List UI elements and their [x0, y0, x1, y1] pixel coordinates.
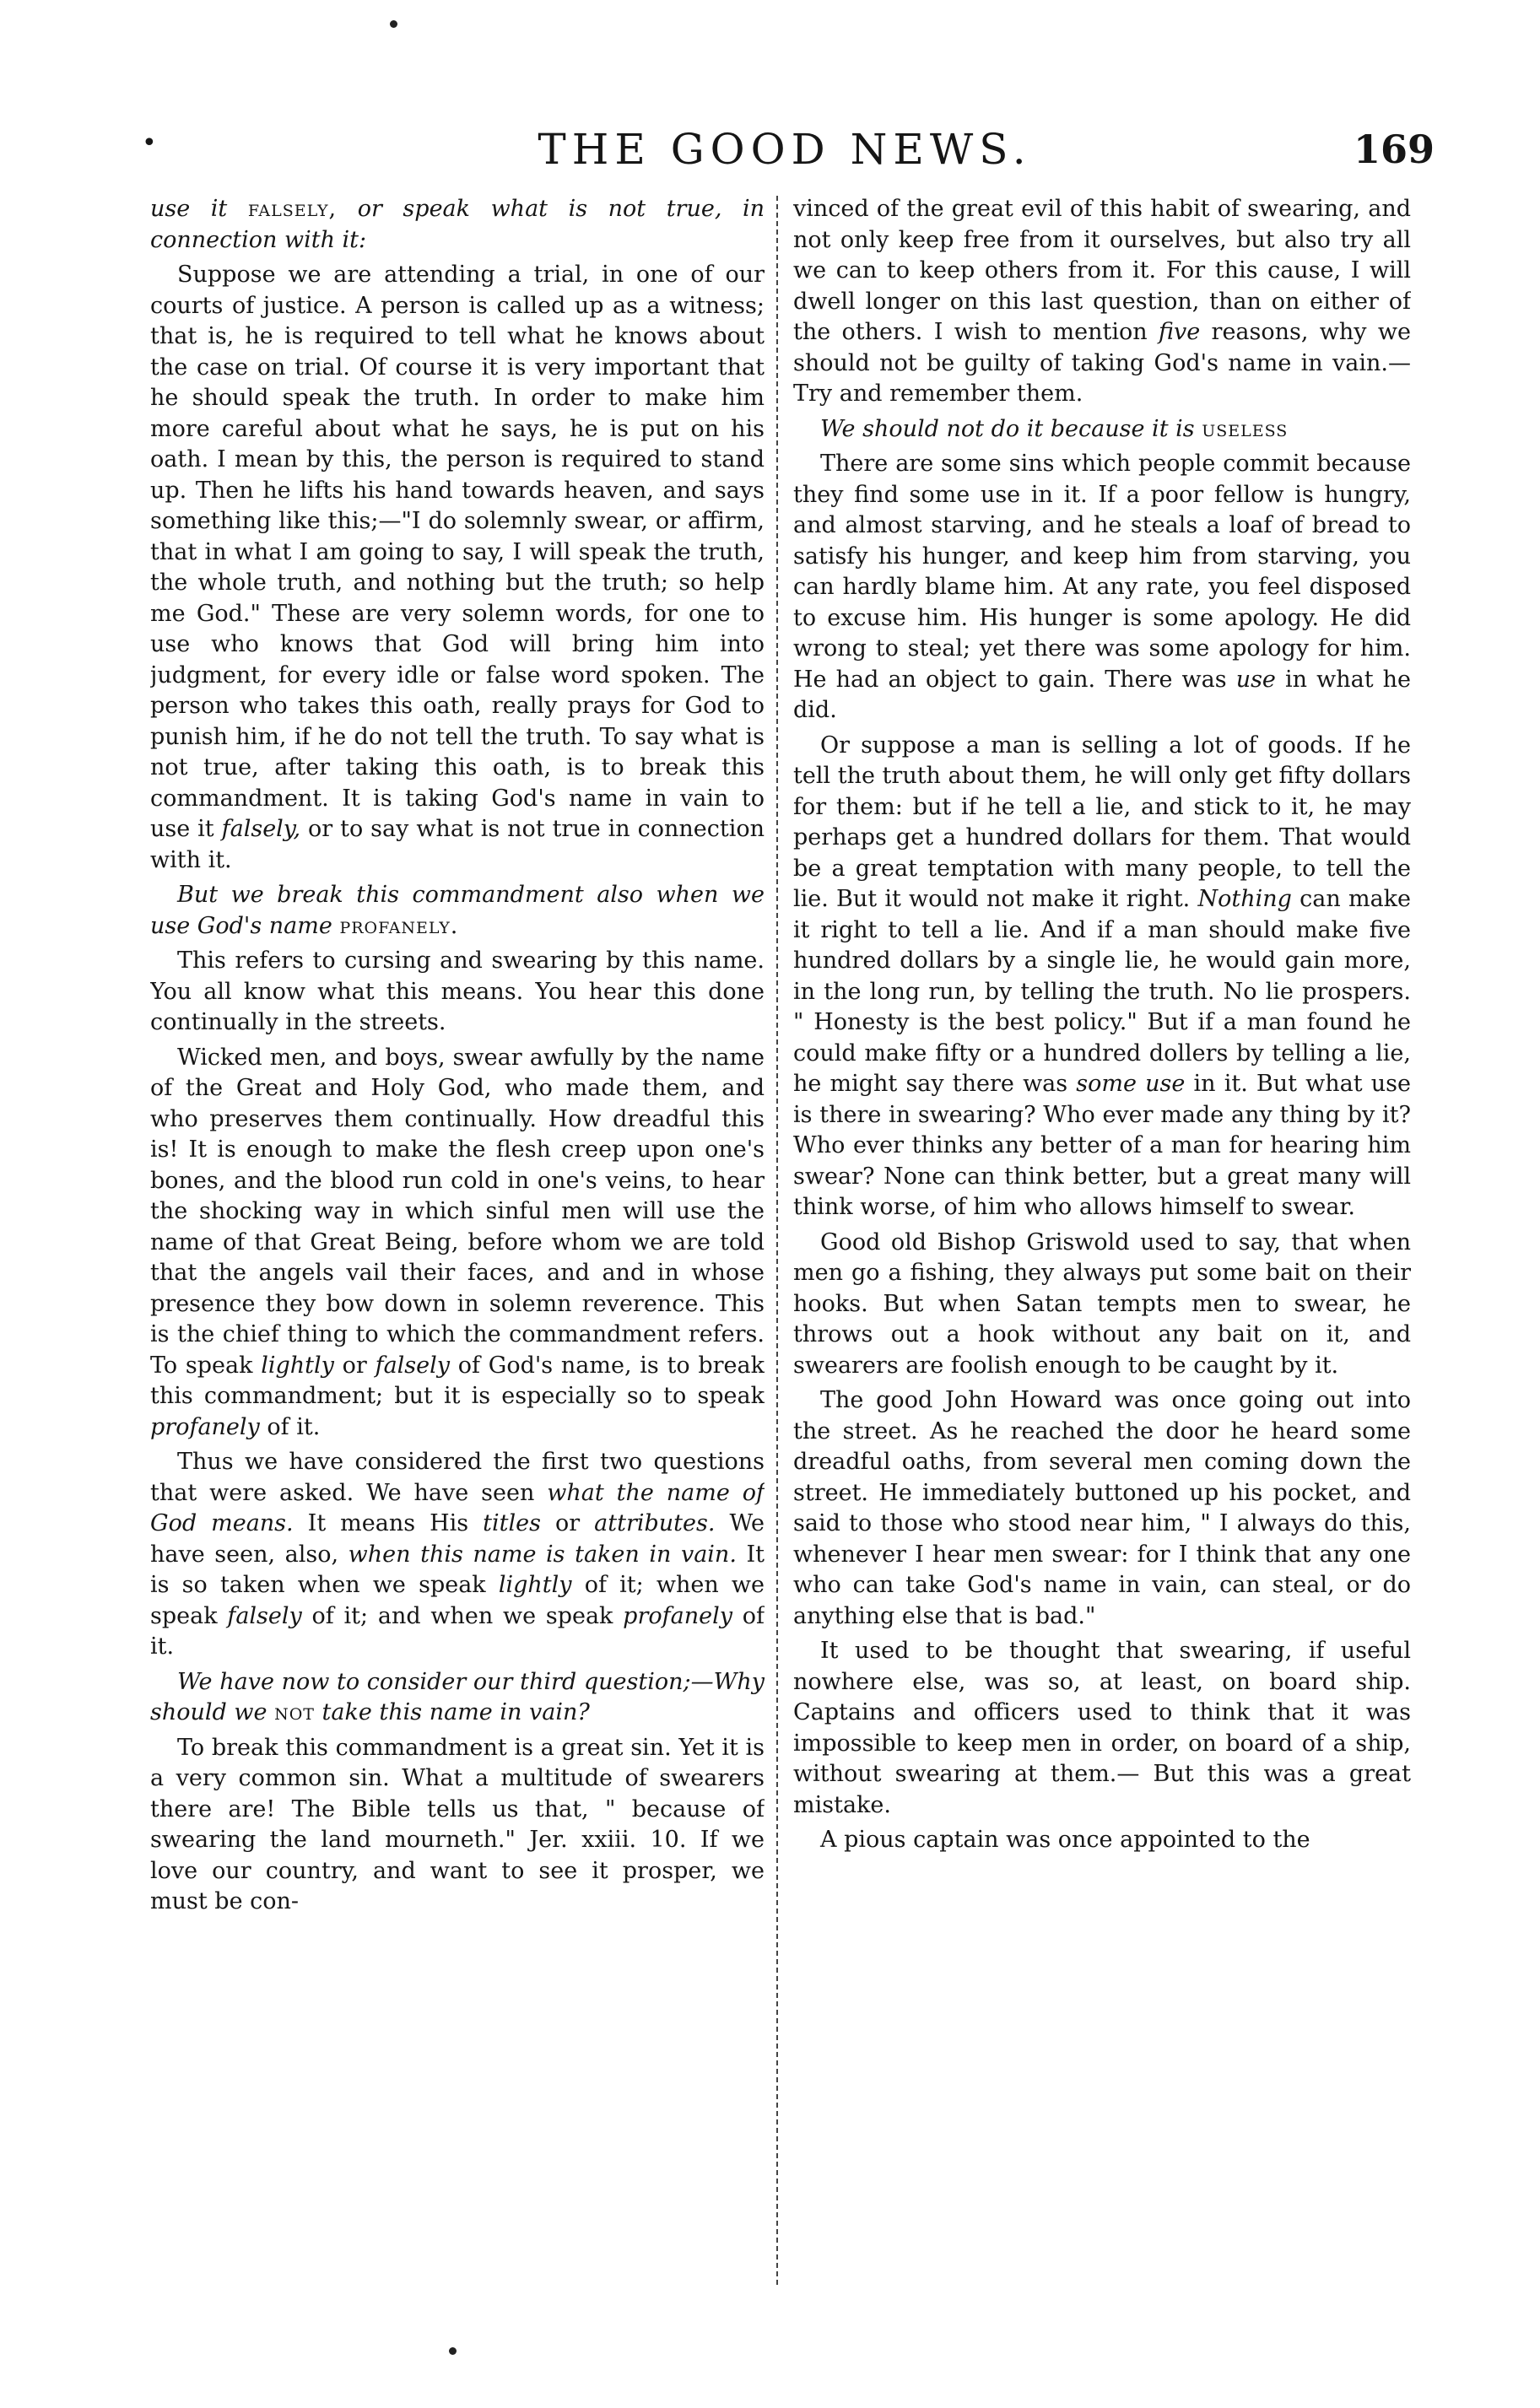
paragraph: Wicked men, and boys, swear awfully by the name of the Great and Holy God, who made them, and who preserves them continually. How dreadful this is! It is enough to make the flesh creep upon one's bones, and the blood run cold in one's veins, to hear the shocking way in which sinful men will use the name of that Great Being, before whom we are told that the angels vail their faces, and and in whose presence they bow down in solemn reverence. This is the chief thing to which the commandment refers. To speak lightly or falsely of God's name, is to break this commandment; but it is especially so to speak profanely of it.: [150, 1044, 765, 1440]
paragraph: Good old Bishop Griswold used to say, that when men go a fishing, they always put some bait on their hooks. But when Satan tempts men to swear, he throws out a hook without any bait on it, and swearers are foolish enough to be caught by it.: [793, 1228, 1411, 1379]
paragraph: To break this commandment is a great sin. Yet it is a very common sin. What a multitude of swearers there are! The Bible tells us that, " because of swearing the land mourneth." Jer. xxiii. 10. If we love our country, and want to see it prosper, we must be con-: [150, 1734, 765, 1914]
section-heading: We should not do it because it is useless: [820, 415, 1289, 442]
section-heading: We have now to consider our third question;—Why should we not take this name in vain?: [150, 1668, 765, 1725]
paragraph: Thus we have considered the first two questions that were asked. We have seen what the name of God means. It means His titles or attributes. We have seen, also, when this name is taken in vain. It is so taken when we speak lightly of it; when we speak falsely of it; and when we speak profanely of it.: [150, 1449, 765, 1660]
paragraph: Or suppose a man is selling a lot of goods. If he tell the truth about them, he will only get fifty dollars for them: but if he tell a lie, and stick to it, he may perhaps get a hundred dollars for them. That would be a great temptation with many people, to tell the lie. But it would not make it right. Nothing can make it right to tell a lie. And if a man should make five hundred dollars by a single lie, he would gain more, in the long run, by telling the truth. No lie prospers. " Honesty is the best policy." But if a man found he could make fifty or a hundred dollers by telling a lie, he might say there was some use in it. But what use is there in swearing? Who ever made any thing by it? Who ever thinks any better of a man for hearing him swear? None can think better, but a great many will think worse, of him who allows himself to swear.: [793, 732, 1411, 1220]
paragraph: This refers to cursing and swearing by this name. You all know what this means. You hear this done continually in the streets.: [150, 948, 765, 1035]
header-mark: •: [142, 128, 157, 158]
ink-speck: [449, 2347, 457, 2355]
paragraph: use it falsely, or speak what is not true, in connection with it:: [150, 196, 765, 253]
paragraph: vinced of the great evil of this habit of swearing, and not only keep free from it ourselves, but also try all we can to keep others from it. For this cause, I will dwell longer on this last question, than on either of the others. I wish to mention five reasons, why we should not be guilty of taking God's name in vain.— Try and remember them.: [793, 196, 1411, 407]
ink-speck: [390, 20, 397, 28]
paragraph: Suppose we are attending a trial, in one of our courts of justice. A person is called up as a witness; that is, he is required to tell what he knows about the case on trial. Of course it is very important that he should speak the truth. In order to make him more careful about what he says, he is put on his oath. I mean by this, the person is required to stand up. Then he lifts his hand towards heaven, and says something like this;—"I do solemnly swear, or affirm, that in what I am going to say, I will speak the truth, the whole truth, and nothing but the truth; so help me God." These are very solemn words, for one to use who knows that God will bring him into judgment, for every idle or false word spoken. The person who takes this oath, really prays for God to punish him, if he do not tell the truth. To say what is not true, after taking this oath, is to break this commandment. It is taking God's name in vain to use it falsely, or to say what is not true in connection with it.: [150, 262, 765, 873]
right-column: [793, 194, 1411, 2303]
section-heading: But we break this commandment also when we use God's name profanely.: [150, 882, 765, 939]
page-title: THE GOOD NEWS.: [538, 125, 1032, 174]
page-header: [135, 125, 1435, 175]
paragraph: It used to be thought that swearing, if useful nowhere else, was so, at least, on board ship. Captains and officers used to think that it was impossible to keep men in order, on board of a ship, without swearing at them.— But this was a great mistake.: [793, 1638, 1411, 1818]
column-divider: [776, 196, 778, 2285]
paragraph: A pious captain was once appointed to the: [820, 1827, 1310, 1853]
page-number: 169: [1353, 127, 1435, 172]
left-column: [150, 194, 765, 2303]
paragraph: The good John Howard was once going out into the street. As he reached the door he heard some dreadful oaths, from several men coming down the street. He immediately buttoned up his pocket, and said to those who stood near him, " I always do this, whenever I hear men swear: for I think that any one who can take God's name in vain, can steal, or do anything else that is bad.": [793, 1387, 1411, 1629]
paragraph: There are some sins which people commit because they find some use in it. If a poor fellow is hungry, and almost starving, and he steals a loaf of bread to satisfy his hunger, and keep him from starving, you can hardly blame him. At any rate, you feel disposed to excuse him. His hunger is some apology. He did wrong to steal; yet there was some apology for him. He had an object to gain. There was use in what he did.: [793, 451, 1411, 723]
